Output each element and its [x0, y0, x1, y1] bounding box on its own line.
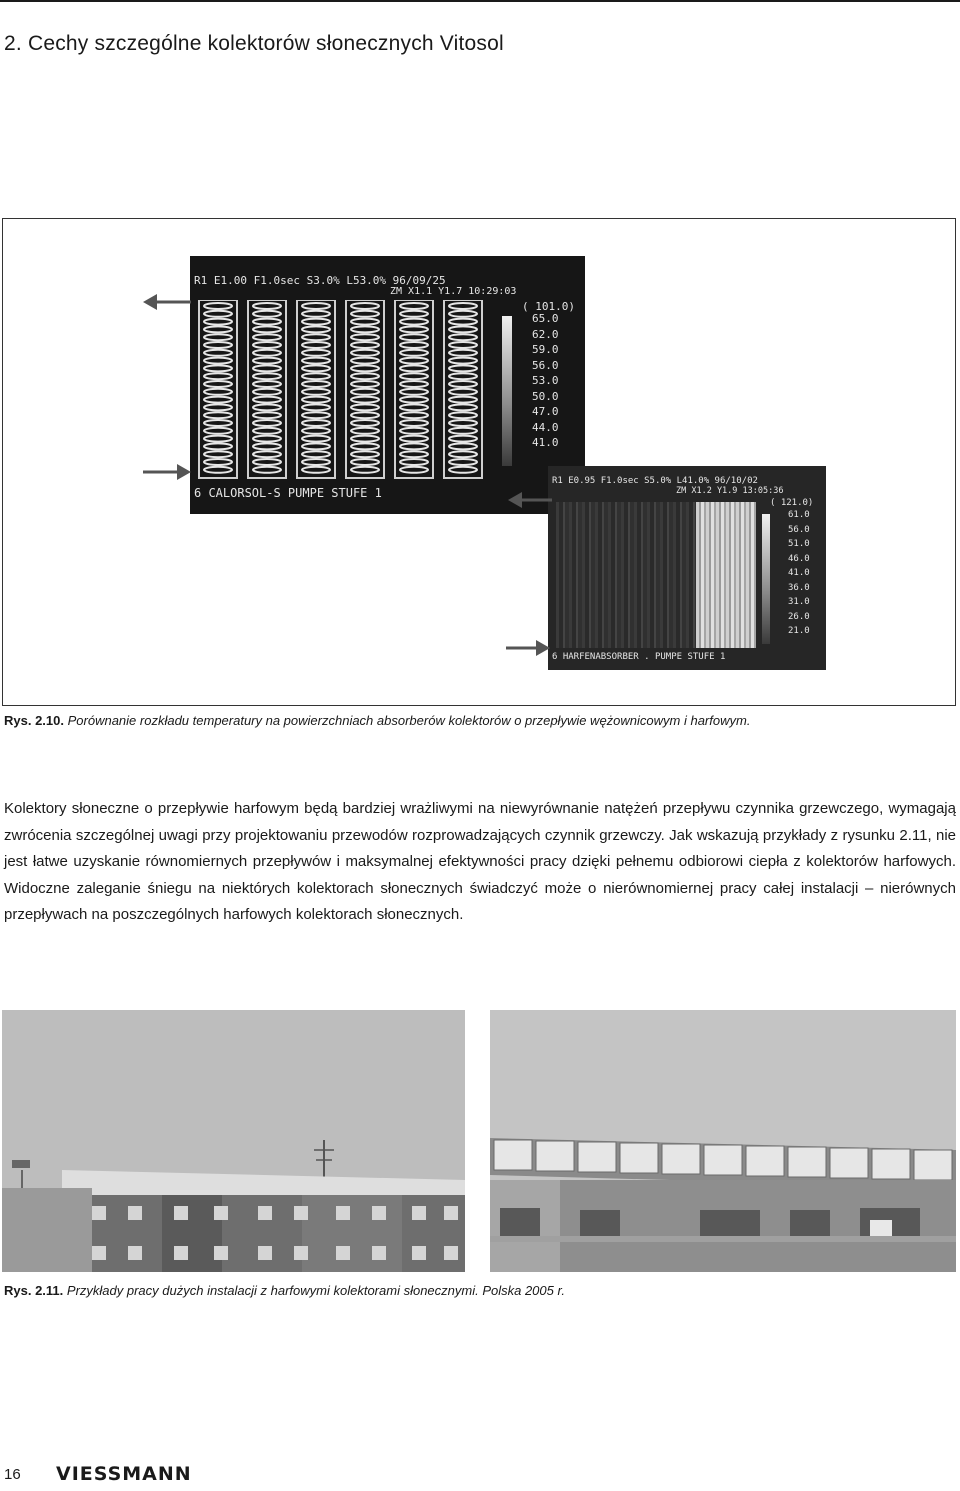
tube-loop: [400, 412, 428, 418]
tube-loop: [302, 326, 330, 332]
tube-loop: [449, 381, 477, 387]
tube-loop: [400, 381, 428, 387]
tube-loop: [400, 334, 428, 340]
tube-loop: [351, 373, 379, 379]
scale-value: 61.0: [788, 510, 810, 520]
tube-loop: [204, 311, 232, 317]
tube-loop: [449, 397, 477, 403]
tube-loop: [253, 373, 281, 379]
tube-loop: [449, 365, 477, 371]
tube-loop: [400, 311, 428, 317]
harp-absorber-dark-zone: [556, 502, 696, 648]
scale-value: 56.0: [788, 524, 810, 535]
tube-loop: [400, 319, 428, 325]
tube-loop: [253, 319, 281, 325]
tube-loop: [351, 459, 379, 465]
tube-loop: [253, 459, 281, 465]
tube-loop: [400, 451, 428, 457]
tube-loop: [253, 389, 281, 395]
tube-loop: [449, 350, 477, 356]
page-number: 16: [4, 1466, 21, 1483]
arrow-right-icon: [143, 462, 191, 482]
tube-loop: [253, 420, 281, 426]
tube-loop: [204, 334, 232, 340]
tube-loop: [351, 311, 379, 317]
building-illustration: [2, 1010, 465, 1272]
tube-loop: [449, 303, 477, 309]
figure-caption: [4, 713, 750, 728]
tube-loop: [449, 412, 477, 418]
tube-loop: [302, 443, 330, 449]
brand-logo: VIESSMANN: [56, 1463, 192, 1485]
body-paragraph: Kolektory słoneczne o przepływie harfowym będą bardziej wrażliwymi na niewyrównanie natężeń przepływu czynnika grzewczego, wymagają zwrócenia szczególnej uwagi przy projektowaniu przewodów rozprowadzających czynnik grzewczy. Jak wskazują przykłady z rysunku 2.11, nie jest łatwe uzyskanie równomiernych przepływów i maksymalnej efektywności pracy dzięki pełnemu odbiorowi ciepła z kolektorów harfowych. Widoczne zaleganie śniegu na niektórych kolektorach słonecznych świadczyć może o nierównomiernej pracy całej instalacji – nierównych przepływach na poszczególnych harfowych kolektorach słonecznych.: [4, 800, 956, 923]
tube-loop: [449, 319, 477, 325]
tube-loop: [253, 381, 281, 387]
body-text: [4, 796, 956, 929]
tube-loop: [204, 303, 232, 309]
tube-loop: [351, 319, 379, 325]
tube-loop: [204, 436, 232, 442]
tube-loop: [253, 412, 281, 418]
tube-loop: [449, 404, 477, 410]
scale-value: 59.0: [532, 343, 559, 356]
tube-loop: [253, 467, 281, 473]
tube-loop: [253, 303, 281, 309]
tube-loop: [253, 311, 281, 317]
scale-value: 41.0: [532, 436, 559, 449]
tube-loop: [204, 350, 232, 356]
scale-value: 47.0: [532, 405, 559, 418]
tube-loop: [204, 404, 232, 410]
thermogram-serpentine: [190, 256, 585, 514]
temperature-scale-max: ( 101.0): [522, 300, 575, 313]
scale-value: 41.0: [788, 568, 810, 578]
tube-loop: [302, 358, 330, 364]
tube-loop: [400, 326, 428, 332]
tube-loop: [302, 342, 330, 348]
tube-loop: [449, 358, 477, 364]
tube-loop: [253, 404, 281, 410]
tube-loop: [302, 428, 330, 434]
tube-loop: [302, 412, 330, 418]
tube-loop: [351, 412, 379, 418]
scale-value: 46.0: [788, 553, 810, 564]
scale-value: 51.0: [788, 539, 810, 549]
tube-loop: [449, 451, 477, 457]
tube-loop: [400, 459, 428, 465]
tube-loop: [302, 404, 330, 410]
page-title: 2. Cechy szczególne kolektorów słonecznych Vitosol: [0, 0, 960, 80]
tube-loop: [400, 443, 428, 449]
tube-loop: [302, 420, 330, 426]
tube-loop: [204, 389, 232, 395]
thermogram-header-line-2: ZM X1.1 Y1.7 10:29:03: [390, 286, 517, 297]
thermogram-harp: [548, 466, 826, 670]
tube-loop: [204, 365, 232, 371]
tube-loop: [204, 319, 232, 325]
photo-building-left: [2, 1010, 465, 1272]
tube-loop: [302, 319, 330, 325]
tube-loop: [204, 373, 232, 379]
arrow-right-icon: [506, 638, 550, 658]
tube-loop: [351, 443, 379, 449]
tube-loop: [449, 443, 477, 449]
tube-loop: [204, 412, 232, 418]
tube-loop: [449, 373, 477, 379]
tube-loop: [253, 397, 281, 403]
scale-value: 50.0: [532, 389, 559, 403]
tube-loop: [449, 436, 477, 442]
arrow-left-icon: [143, 292, 191, 312]
tube-loop: [351, 350, 379, 356]
figure-caption-text: Porównanie rozkładu temperatury na powierzchniach absorberów kolektorów o przepływie wężownicowym i harfowym.: [67, 713, 751, 728]
serpentine-absorber-tubes: [196, 300, 496, 480]
tube-loop: [351, 436, 379, 442]
tube-loop: [302, 365, 330, 371]
tube-loop: [302, 436, 330, 442]
tube-loop: [204, 443, 232, 449]
tube-loop: [449, 389, 477, 395]
thermogram-header-line-1: R1 E0.95 F1.0sec S5.0% L41.0% 96/10/02: [552, 476, 758, 486]
tube-loop: [302, 350, 330, 356]
scale-value: 56.0: [532, 358, 559, 372]
tube-loop: [400, 467, 428, 473]
tube-loop: [204, 342, 232, 348]
scale-value: 62.0: [532, 327, 559, 341]
figure-label: Rys. 2.11.: [4, 1283, 64, 1298]
tube-loop: [449, 334, 477, 340]
temperature-scale-max: ( 121.0): [770, 498, 814, 508]
tube-loop: [204, 451, 232, 457]
tube-loop: [351, 404, 379, 410]
tube-loop: [351, 428, 379, 434]
arrow-left-icon: [508, 490, 552, 510]
tube-loop: [302, 467, 330, 473]
tube-loop: [449, 342, 477, 348]
tube-loop: [204, 397, 232, 403]
thermogram-footer-label: 6 HARFENABSORBER . PUMPE STUFE 1: [552, 652, 726, 662]
scale-value: 65.0: [532, 312, 559, 325]
tube-loop: [302, 459, 330, 465]
tube-loop: [351, 381, 379, 387]
tube-loop: [351, 451, 379, 457]
figure-caption: [4, 1283, 565, 1298]
tube-loop: [204, 381, 232, 387]
tube-loop: [449, 326, 477, 332]
tube-loop: [302, 334, 330, 340]
tube-loop: [400, 436, 428, 442]
tube-loop: [351, 420, 379, 426]
tube-loop: [204, 467, 232, 473]
tube-loop: [449, 420, 477, 426]
tube-loop: [302, 381, 330, 387]
temperature-scale-values: [532, 312, 582, 452]
tube-loop: [351, 389, 379, 395]
tube-loop: [253, 358, 281, 364]
tube-loop: [204, 420, 232, 426]
tube-loop: [400, 420, 428, 426]
tube-loop: [351, 334, 379, 340]
scale-value: 36.0: [788, 582, 810, 593]
tube-loop: [302, 451, 330, 457]
tube-loop: [351, 326, 379, 332]
figure-label: Rys. 2.10.: [4, 713, 64, 728]
tube-loop: [400, 358, 428, 364]
tube-loop: [351, 342, 379, 348]
tube-loop: [302, 311, 330, 317]
tube-loop: [204, 428, 232, 434]
tube-loop: [351, 358, 379, 364]
scale-value: 44.0: [532, 420, 559, 434]
tube-loop: [400, 365, 428, 371]
harp-absorber-hot-zone: [696, 502, 756, 648]
tube-loop: [204, 326, 232, 332]
tube-loop: [302, 303, 330, 309]
tube-loop: [253, 326, 281, 332]
tube-loop: [253, 428, 281, 434]
tube-loop: [351, 365, 379, 371]
temperature-scale-bar: [762, 514, 770, 644]
tube-loop: [351, 467, 379, 473]
tube-loop: [400, 342, 428, 348]
temperature-scale-values: [788, 510, 824, 641]
photo-building-right: [490, 1010, 956, 1272]
tube-loop: [253, 334, 281, 340]
tube-loop: [400, 373, 428, 379]
scale-value: 53.0: [532, 374, 559, 387]
scale-value: 31.0: [788, 597, 810, 607]
tube-loop: [449, 311, 477, 317]
thermogram-header-line-2: ZM X1.2 Y1.9 13:05:36: [676, 486, 784, 496]
tube-loop: [253, 443, 281, 449]
tube-loop: [449, 428, 477, 434]
tube-loop: [400, 389, 428, 395]
tube-loop: [253, 436, 281, 442]
tube-loop: [253, 342, 281, 348]
tube-loop: [400, 428, 428, 434]
temperature-scale-bar: [502, 316, 512, 466]
tube-loop: [400, 303, 428, 309]
thermogram-footer-label: 6 CALORSOL-S PUMPE STUFE 1: [194, 486, 382, 500]
tube-loop: [400, 404, 428, 410]
tube-loop: [351, 397, 379, 403]
tube-loop: [253, 365, 281, 371]
tube-loop: [253, 350, 281, 356]
thermogram-header-line-1: R1 E1.00 F1.0sec S3.0% L53.0% 96/09/25: [194, 274, 446, 287]
tube-loop: [351, 303, 379, 309]
tube-loop: [449, 467, 477, 473]
tube-loop: [204, 358, 232, 364]
figure-caption-text: Przykłady pracy dużych instalacji z harfowymi kolektorami słonecznymi. Polska 2005 r.: [66, 1283, 565, 1298]
tube-loop: [302, 373, 330, 379]
tube-loop: [253, 451, 281, 457]
tube-loop: [400, 350, 428, 356]
tube-loop: [302, 397, 330, 403]
tube-loop: [204, 459, 232, 465]
tube-loop: [400, 397, 428, 403]
scale-value: 21.0: [788, 626, 810, 636]
scale-value: 26.0: [788, 611, 810, 622]
tube-loop: [449, 459, 477, 465]
building-illustration: [490, 1010, 956, 1272]
tube-loop: [302, 389, 330, 395]
